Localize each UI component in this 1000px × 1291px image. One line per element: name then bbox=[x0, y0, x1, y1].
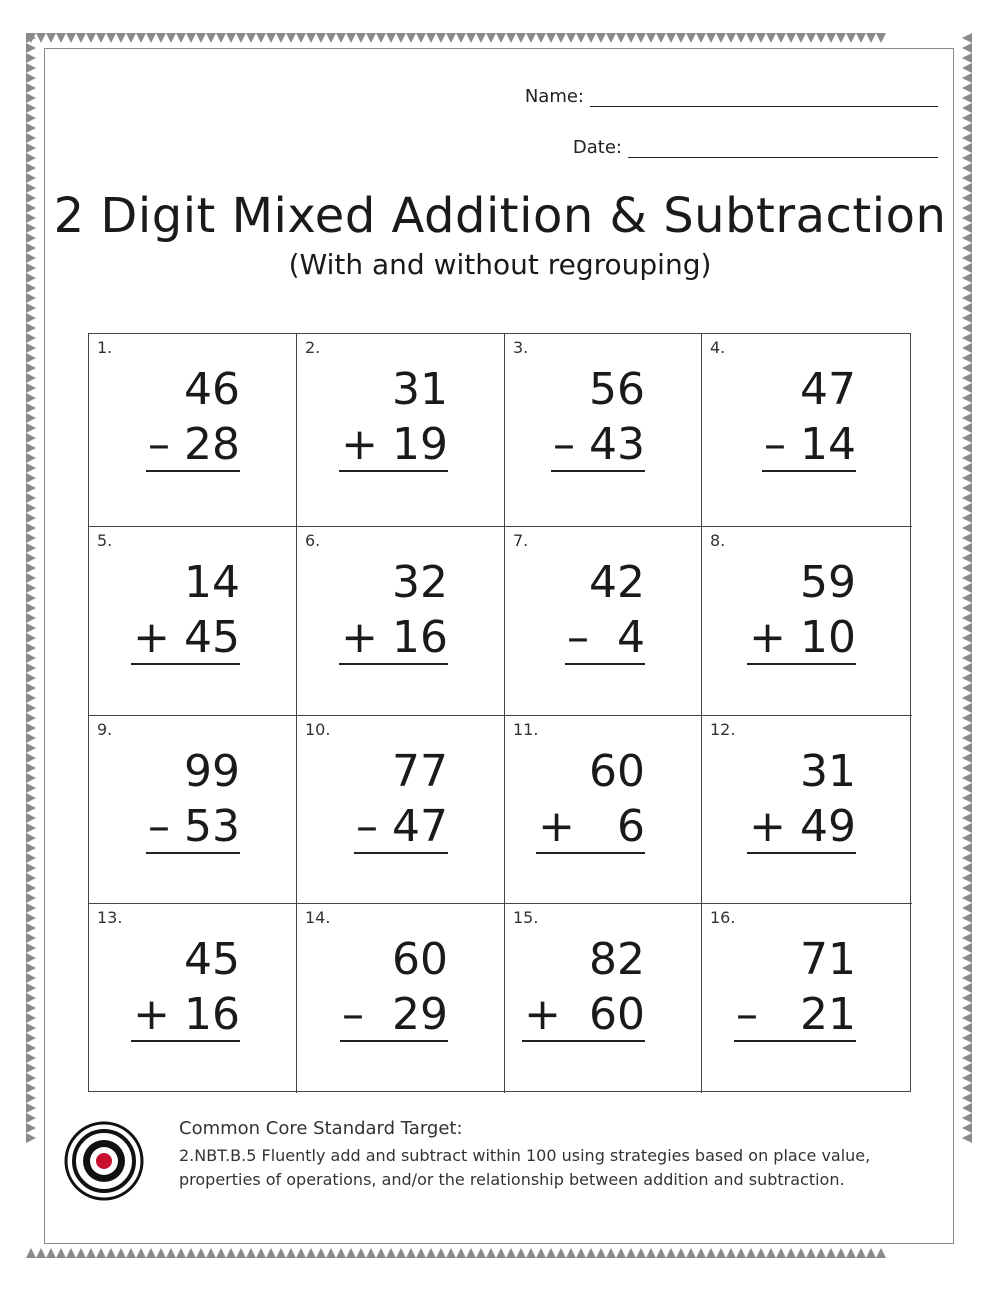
problem-number: 4. bbox=[710, 338, 726, 357]
problem-top-value: 60 bbox=[589, 746, 645, 797]
problem-cell bbox=[505, 527, 702, 716]
border-strip bbox=[26, 1248, 886, 1258]
problem-bottom-value: – 21 bbox=[736, 989, 856, 1040]
problem-number: 16. bbox=[710, 908, 736, 927]
problem-bottom-value: – 29 bbox=[342, 989, 448, 1040]
problem-bottom-value: – 53 bbox=[148, 801, 240, 852]
problem-top-value: 46 bbox=[184, 364, 240, 415]
problem-top-value: 82 bbox=[589, 934, 645, 985]
problem-cell bbox=[702, 904, 912, 1093]
problem-cell bbox=[297, 716, 505, 904]
problem-bottom-value: + 6 bbox=[538, 801, 645, 852]
problem-top-value: 31 bbox=[392, 364, 448, 415]
problem-number: 12. bbox=[710, 720, 736, 739]
problem-top-value: 56 bbox=[589, 364, 645, 415]
problem-bottom-value: – 4 bbox=[567, 612, 645, 663]
problem-number: 7. bbox=[513, 531, 529, 550]
problem-bottom-value: + 16 bbox=[133, 989, 240, 1040]
problem-number: 8. bbox=[710, 531, 726, 550]
problem-top-value: 14 bbox=[184, 557, 240, 608]
date-blank[interactable] bbox=[628, 143, 938, 158]
name-blank[interactable] bbox=[590, 92, 938, 107]
problem-cell bbox=[702, 334, 912, 527]
problem-cell bbox=[297, 904, 505, 1093]
name-field[interactable] bbox=[525, 86, 938, 107]
page-subtitle: (With and without regrouping) bbox=[288, 248, 712, 281]
problem-bottom-value: – 47 bbox=[356, 801, 448, 852]
problem-number: 3. bbox=[513, 338, 529, 357]
problem-cell bbox=[505, 334, 702, 527]
problem-top-value: 47 bbox=[800, 364, 856, 415]
problem-number: 5. bbox=[97, 531, 113, 550]
standard-heading: Common Core Standard Target: bbox=[179, 1118, 463, 1139]
problem-top-value: 42 bbox=[589, 557, 645, 608]
name-label: Name: bbox=[524, 86, 584, 107]
problem-top-value: 45 bbox=[184, 934, 240, 985]
problem-cell bbox=[505, 904, 702, 1093]
target-icon bbox=[64, 1121, 144, 1201]
problem-top-value: 77 bbox=[392, 746, 448, 797]
problem-cell bbox=[702, 716, 912, 904]
problem-top-value: 31 bbox=[800, 746, 856, 797]
problem-cell bbox=[89, 716, 297, 904]
problem-cell bbox=[89, 334, 297, 527]
border-strip bbox=[26, 33, 886, 43]
standard-text: 2.NBT.B.5 Fluently add and subtract within 100 using strategies based on place value, properties of operations, and/or the relationship between addition and subtraction. bbox=[179, 1146, 871, 1189]
problem-bottom-value: + 45 bbox=[133, 612, 240, 663]
problem-top-value: 71 bbox=[800, 934, 856, 985]
problem-cell bbox=[505, 716, 702, 904]
problem-cell bbox=[297, 334, 505, 527]
problem-grid bbox=[88, 333, 911, 1092]
problem-bottom-value: – 14 bbox=[764, 419, 856, 470]
problem-bottom-value: + 19 bbox=[341, 419, 448, 470]
problem-number: 10. bbox=[305, 720, 331, 739]
problem-number: 6. bbox=[305, 531, 321, 550]
problem-cell bbox=[297, 527, 505, 716]
problem-bottom-value: – 43 bbox=[553, 419, 645, 470]
problem-top-value: 59 bbox=[800, 557, 856, 608]
problem-top-value: 60 bbox=[392, 934, 448, 985]
problem-bottom-value: + 10 bbox=[749, 612, 856, 663]
problem-number: 9. bbox=[97, 720, 113, 739]
problem-top-value: 32 bbox=[392, 557, 448, 608]
problem-cell bbox=[702, 527, 912, 716]
problem-number: 11. bbox=[513, 720, 539, 739]
problem-number: 13. bbox=[97, 908, 123, 927]
problem-bottom-value: + 60 bbox=[524, 989, 645, 1040]
problem-cell bbox=[89, 527, 297, 716]
problem-cell bbox=[89, 904, 297, 1093]
page-title: 2 Digit Mixed Addition & Subtraction bbox=[53, 188, 947, 244]
problem-top-value: 99 bbox=[184, 746, 240, 797]
problem-bottom-value: – 28 bbox=[148, 419, 240, 470]
problem-bottom-value: + 16 bbox=[341, 612, 448, 663]
problem-number: 2. bbox=[305, 338, 321, 357]
date-field[interactable] bbox=[573, 137, 938, 158]
problem-number: 1. bbox=[97, 338, 113, 357]
problem-bottom-value: + 49 bbox=[749, 801, 856, 852]
problem-number: 14. bbox=[305, 908, 331, 927]
date-label: Date: bbox=[572, 137, 622, 158]
problem-number: 15. bbox=[513, 908, 539, 927]
